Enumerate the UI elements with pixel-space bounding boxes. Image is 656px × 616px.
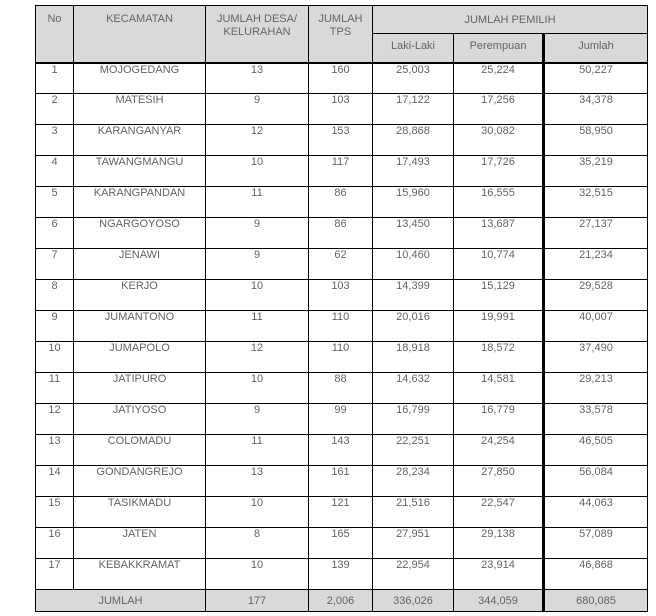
- table-row: [36, 249, 648, 280]
- cell-laki-laki: 10,460: [373, 249, 454, 280]
- cell-jumlah-desa-kelurahan: 9: [206, 218, 309, 249]
- cell-jumlah: 46,505: [544, 435, 648, 466]
- cell-perempuan: 25,224: [454, 63, 544, 94]
- total-perempuan: 344,059: [454, 590, 544, 612]
- cell-kecamatan: JUMAPOLO: [74, 342, 206, 373]
- cell-jumlah-tps: 86: [309, 218, 373, 249]
- cell-kecamatan: MOJOGEDANG: [74, 63, 206, 94]
- table-row: [36, 373, 648, 404]
- cell-jumlah-desa-kelurahan: 9: [206, 404, 309, 435]
- voter-summary-table: [35, 5, 648, 612]
- cell-perempuan: 13,687: [454, 218, 544, 249]
- header-jumlah-pemilih: JUMLAH PEMILIH: [373, 6, 648, 34]
- cell-no: 9: [36, 311, 74, 342]
- cell-no: 12: [36, 404, 74, 435]
- cell-jumlah-tps: 103: [309, 94, 373, 125]
- header-jumlah: Jumlah: [544, 34, 648, 63]
- table-row: [36, 125, 648, 156]
- cell-perempuan: 10,774: [454, 249, 544, 280]
- cell-jumlah: 21,234: [544, 249, 648, 280]
- table-row: [36, 342, 648, 373]
- cell-jumlah-desa-kelurahan: 12: [206, 342, 309, 373]
- total-tps: 2,006: [309, 590, 373, 612]
- cell-laki-laki: 18,918: [373, 342, 454, 373]
- cell-jumlah: 32,515: [544, 187, 648, 218]
- table-row: [36, 404, 648, 435]
- table-row: [36, 435, 648, 466]
- cell-jumlah-tps: 88: [309, 373, 373, 404]
- cell-perempuan: 15,129: [454, 280, 544, 311]
- cell-jumlah: 44,063: [544, 497, 648, 528]
- cell-laki-laki: 16,799: [373, 404, 454, 435]
- cell-no: 6: [36, 218, 74, 249]
- header-kecamatan: KECAMATAN: [74, 6, 206, 63]
- table-row: [36, 466, 648, 497]
- table-footer: [36, 590, 648, 612]
- cell-jumlah: 56,084: [544, 466, 648, 497]
- table-row: [36, 218, 648, 249]
- cell-laki-laki: 22,251: [373, 435, 454, 466]
- cell-no: 4: [36, 156, 74, 187]
- cell-jumlah-desa-kelurahan: 12: [206, 125, 309, 156]
- cell-kecamatan: KEBAKKRAMAT: [74, 559, 206, 590]
- cell-jumlah-tps: 121: [309, 497, 373, 528]
- cell-perempuan: 29,138: [454, 528, 544, 559]
- cell-jumlah-tps: 161: [309, 466, 373, 497]
- table-row: [36, 280, 648, 311]
- cell-jumlah-tps: 103: [309, 280, 373, 311]
- total-label: JUMLAH: [36, 590, 206, 612]
- cell-jumlah: 37,490: [544, 342, 648, 373]
- cell-jumlah: 27,137: [544, 218, 648, 249]
- cell-jumlah-desa-kelurahan: 10: [206, 559, 309, 590]
- cell-no: 7: [36, 249, 74, 280]
- cell-jumlah: 46,868: [544, 559, 648, 590]
- cell-laki-laki: 22,954: [373, 559, 454, 590]
- cell-jumlah-desa-kelurahan: 9: [206, 249, 309, 280]
- total-laki-laki: 336,026: [373, 590, 454, 612]
- cell-laki-laki: 28,868: [373, 125, 454, 156]
- header-jumlah-desa-kelurahan: JUMLAH DESA/ KELURAHAN: [206, 6, 309, 63]
- cell-kecamatan: KERJO: [74, 280, 206, 311]
- cell-jumlah-tps: 143: [309, 435, 373, 466]
- cell-perempuan: 27,850: [454, 466, 544, 497]
- header-row-top: [36, 6, 648, 34]
- cell-perempuan: 16,555: [454, 187, 544, 218]
- cell-no: 17: [36, 559, 74, 590]
- cell-jumlah: 33,578: [544, 404, 648, 435]
- cell-no: 10: [36, 342, 74, 373]
- cell-perempuan: 19,991: [454, 311, 544, 342]
- cell-jumlah-tps: 86: [309, 187, 373, 218]
- header-jumlah-tps: JUMLAH TPS: [309, 6, 373, 63]
- cell-perempuan: 16,779: [454, 404, 544, 435]
- cell-no: 16: [36, 528, 74, 559]
- header-perempuan: Perempuan: [454, 34, 544, 63]
- table-header: [36, 6, 648, 63]
- table-row: [36, 528, 648, 559]
- cell-jumlah: 57,089: [544, 528, 648, 559]
- cell-jumlah-desa-kelurahan: 10: [206, 156, 309, 187]
- cell-laki-laki: 27,951: [373, 528, 454, 559]
- cell-jumlah: 58,950: [544, 125, 648, 156]
- table-row: [36, 94, 648, 125]
- cell-kecamatan: KARANGANYAR: [74, 125, 206, 156]
- table-body: [36, 63, 648, 590]
- cell-perempuan: 17,256: [454, 94, 544, 125]
- cell-laki-laki: 25,003: [373, 63, 454, 94]
- table-row: [36, 156, 648, 187]
- cell-perempuan: 30,082: [454, 125, 544, 156]
- cell-kecamatan: JUMANTONO: [74, 311, 206, 342]
- cell-jumlah-tps: 110: [309, 311, 373, 342]
- table-row: [36, 187, 648, 218]
- cell-jumlah-tps: 62: [309, 249, 373, 280]
- cell-kecamatan: NGARGOYOSO: [74, 218, 206, 249]
- cell-laki-laki: 13,450: [373, 218, 454, 249]
- cell-no: 14: [36, 466, 74, 497]
- table-row: [36, 63, 648, 94]
- cell-jumlah-desa-kelurahan: 11: [206, 435, 309, 466]
- cell-jumlah-desa-kelurahan: 11: [206, 187, 309, 218]
- cell-jumlah-desa-kelurahan: 10: [206, 373, 309, 404]
- cell-perempuan: 14,581: [454, 373, 544, 404]
- cell-jumlah: 34,378: [544, 94, 648, 125]
- cell-jumlah-desa-kelurahan: 13: [206, 466, 309, 497]
- cell-jumlah: 50,227: [544, 63, 648, 94]
- table-row: [36, 497, 648, 528]
- cell-no: 15: [36, 497, 74, 528]
- cell-perempuan: 23,914: [454, 559, 544, 590]
- cell-jumlah-tps: 117: [309, 156, 373, 187]
- total-desa: 177: [206, 590, 309, 612]
- cell-no: 5: [36, 187, 74, 218]
- cell-no: 3: [36, 125, 74, 156]
- cell-no: 8: [36, 280, 74, 311]
- cell-laki-laki: 28,234: [373, 466, 454, 497]
- cell-jumlah-tps: 99: [309, 404, 373, 435]
- cell-perempuan: 24,254: [454, 435, 544, 466]
- cell-kecamatan: COLOMADU: [74, 435, 206, 466]
- cell-laki-laki: 17,493: [373, 156, 454, 187]
- cell-kecamatan: KARANGPANDAN: [74, 187, 206, 218]
- cell-perempuan: 22,547: [454, 497, 544, 528]
- table-row: [36, 311, 648, 342]
- cell-jumlah-tps: 153: [309, 125, 373, 156]
- cell-jumlah-desa-kelurahan: 9: [206, 94, 309, 125]
- cell-no: 2: [36, 94, 74, 125]
- cell-jumlah-tps: 110: [309, 342, 373, 373]
- cell-jumlah-desa-kelurahan: 10: [206, 497, 309, 528]
- cell-no: 13: [36, 435, 74, 466]
- cell-laki-laki: 14,399: [373, 280, 454, 311]
- cell-kecamatan: JENAWI: [74, 249, 206, 280]
- cell-kecamatan: JATIPURO: [74, 373, 206, 404]
- cell-kecamatan: TAWANGMANGU: [74, 156, 206, 187]
- cell-jumlah: 40,007: [544, 311, 648, 342]
- cell-laki-laki: 14,632: [373, 373, 454, 404]
- header-no: No: [36, 6, 74, 63]
- cell-laki-laki: 17,122: [373, 94, 454, 125]
- cell-jumlah-tps: 139: [309, 559, 373, 590]
- header-laki-laki: Laki-Laki: [373, 34, 454, 63]
- cell-jumlah-tps: 165: [309, 528, 373, 559]
- cell-kecamatan: JATIYOSO: [74, 404, 206, 435]
- cell-jumlah-desa-kelurahan: 8: [206, 528, 309, 559]
- total-jumlah: 680,085: [544, 590, 648, 612]
- cell-jumlah: 29,213: [544, 373, 648, 404]
- cell-kecamatan: JATEN: [74, 528, 206, 559]
- cell-jumlah-tps: 160: [309, 63, 373, 94]
- cell-perempuan: 18,572: [454, 342, 544, 373]
- cell-jumlah-desa-kelurahan: 13: [206, 63, 309, 94]
- cell-kecamatan: MATESIH: [74, 94, 206, 125]
- table-row: [36, 559, 648, 590]
- cell-jumlah-desa-kelurahan: 10: [206, 280, 309, 311]
- cell-no: 11: [36, 373, 74, 404]
- cell-jumlah: 35,219: [544, 156, 648, 187]
- cell-jumlah-desa-kelurahan: 11: [206, 311, 309, 342]
- cell-laki-laki: 15,960: [373, 187, 454, 218]
- total-row: [36, 590, 648, 612]
- cell-no: 1: [36, 63, 74, 94]
- cell-kecamatan: TASIKMADU: [74, 497, 206, 528]
- cell-perempuan: 17,726: [454, 156, 544, 187]
- cell-jumlah: 29,528: [544, 280, 648, 311]
- cell-laki-laki: 21,516: [373, 497, 454, 528]
- cell-laki-laki: 20,016: [373, 311, 454, 342]
- cell-kecamatan: GONDANGREJO: [74, 466, 206, 497]
